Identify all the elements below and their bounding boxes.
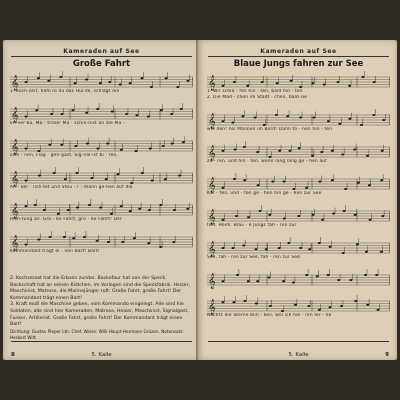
note-head [299, 247, 302, 249]
lyric-line: 1. Wir schla - fen hin - ten, bald hin - ten [207, 89, 303, 94]
note-head [71, 109, 74, 111]
note-head [135, 114, 138, 116]
note-head [60, 144, 63, 146]
note-head [135, 150, 138, 152]
note-head [381, 150, 384, 152]
note-head [327, 274, 330, 276]
note-head [382, 119, 385, 121]
music-staff [207, 272, 390, 289]
note-head [72, 237, 75, 239]
music-staff [207, 208, 390, 225]
note-head [320, 151, 323, 153]
treble-clef-icon: 𝄞 [208, 242, 216, 257]
running-head: Kameraden auf See [260, 48, 337, 55]
verse: 2. Kochsmaat hat die Erbsen zunder. Backefaur hat von der Speck. Backschaft hat an seinen Kistchen, im Vorlegen sind die Speckfabrik. Heizer, Maschinist, Matrose, die Marinejünger ruft: Große Fahrt, große Fahrt! Der Kommandant trägt einen Bart! [10, 276, 190, 301]
note-head [321, 219, 324, 221]
note-head [308, 248, 311, 250]
music-staff [207, 176, 390, 193]
note-head [243, 179, 246, 181]
treble-clef-icon: 𝄞 [11, 172, 19, 187]
signature-mark: 5. Kalle [288, 352, 309, 358]
note-head [305, 187, 308, 189]
note-head [338, 123, 341, 125]
note-head [349, 279, 352, 281]
note-head [151, 179, 154, 181]
note-head [261, 81, 264, 83]
note-head [48, 236, 51, 238]
lyric-line: Nachts die Sterne blin - ken, will ich hie - ren fer - ne [207, 313, 332, 318]
lyric-line: fort. Heim. Blau - e Jungs fah - ren zur [207, 223, 297, 228]
note-head [258, 210, 261, 212]
note-head [60, 113, 63, 115]
note-head [75, 172, 78, 174]
note-head [336, 81, 339, 83]
note-head [25, 81, 28, 83]
note-head [25, 179, 28, 181]
note-head [121, 241, 124, 243]
page-number: 8 [11, 352, 15, 358]
note-head [236, 274, 239, 276]
note-head [380, 251, 383, 253]
note-head [170, 113, 173, 115]
note-head [243, 146, 246, 148]
note-head [318, 180, 321, 182]
note-head [37, 150, 40, 152]
note-head [180, 108, 183, 110]
note-head [381, 215, 384, 217]
note-head [263, 124, 266, 126]
note-head [99, 82, 102, 84]
note-head [337, 279, 340, 281]
note-head [294, 304, 297, 306]
note-head [344, 188, 347, 190]
note-head [231, 121, 234, 123]
note-head [257, 184, 260, 186]
note-head [342, 252, 345, 254]
verse: 3. Kraft muß die Maschine geben, vom Kommando eingelegt. Alle sind hie Soldaten, alle sind hier Kameraden, Matrose, Heizer, Maschinist, Signalgast, Funker, Artillerist. Große Fahrt, große Fahrt! Der Kommandant trägt einen Bart! [10, 302, 189, 328]
note-head [275, 114, 278, 116]
note-head [38, 174, 41, 176]
note-head [186, 208, 189, 210]
note-head [222, 280, 225, 282]
note-head [25, 205, 28, 207]
note-head [247, 216, 250, 218]
note-head [48, 144, 51, 146]
note-head [159, 204, 162, 206]
note-head [366, 304, 369, 306]
note-head [271, 180, 274, 182]
note-head [182, 141, 185, 143]
note-head [96, 108, 99, 110]
note-head [53, 172, 56, 174]
note-head [232, 301, 235, 303]
lyric-line: Kommandant trägt ei - nen Bart! Bart! [10, 249, 100, 254]
lyric-line: 2. Die Mäd - chen im Städt - chen, bald sie [207, 95, 308, 100]
note-head [282, 180, 285, 182]
note-head [172, 241, 175, 243]
note-head [111, 110, 114, 112]
lyric-line: See, fah - ren zur See, fah - ren zur See. [207, 255, 302, 260]
note-head [235, 215, 238, 217]
note-head [331, 179, 334, 181]
treble-clef-icon: 𝄞 [11, 76, 19, 91]
note-head [35, 109, 38, 111]
note-head [328, 306, 331, 308]
note-head [83, 236, 86, 238]
note-head [25, 147, 28, 149]
lyric-line: Rich-tung an. Gro - ße Fahrt, gro - ße Fahrt! Der [10, 217, 122, 222]
note-head [278, 150, 281, 152]
note-head [356, 243, 359, 245]
note-head [176, 86, 179, 88]
header-rule [11, 56, 192, 57]
credit-line: Dichtung: Gustav Pieper Ltn. Chef. Weise: Willi Haupt-Hermann Grüzen. Notensatz: Herbert Witt. [10, 328, 184, 341]
note-head [369, 219, 372, 221]
note-head [242, 244, 245, 246]
note-head [162, 145, 165, 147]
note-head [116, 173, 119, 175]
music-staff [10, 74, 193, 91]
treble-clef-icon: 𝄞 [208, 178, 216, 193]
note-head [292, 188, 295, 190]
note-head [138, 208, 141, 210]
page-number: 9 [385, 352, 389, 358]
note-head [286, 115, 289, 117]
note-head [90, 177, 93, 179]
note-head [231, 247, 234, 249]
note-head [268, 156, 271, 158]
note-head [141, 77, 144, 79]
note-head [141, 172, 144, 174]
note-head [130, 182, 133, 184]
footer-rule [11, 341, 192, 342]
note-head [327, 120, 330, 122]
note-head [276, 82, 279, 84]
music-staff [207, 74, 390, 91]
note-head [99, 206, 102, 208]
music-staff [207, 112, 390, 129]
note-head [64, 178, 67, 180]
note-head [165, 77, 168, 79]
note-head [331, 150, 334, 152]
music-staff [10, 234, 193, 251]
note-head [380, 179, 383, 181]
note-head [171, 142, 174, 144]
note-head [76, 206, 79, 208]
note-head [149, 147, 152, 149]
footer-rule [208, 341, 389, 342]
note-head [377, 309, 380, 311]
note-head [85, 78, 88, 80]
note-head [290, 80, 293, 82]
header-rule [208, 56, 389, 57]
treble-clef-icon: 𝄞 [208, 210, 216, 225]
note-head [313, 116, 316, 118]
music-staff [10, 138, 193, 155]
note-head [348, 118, 351, 120]
note-head [50, 113, 53, 115]
treble-clef-icon: 𝄞 [11, 108, 19, 123]
note-head [85, 112, 88, 114]
note-head [247, 280, 250, 282]
song-title: Blaue Jungs fahren zur See [233, 59, 364, 69]
right-page [200, 40, 397, 360]
music-staff [207, 144, 390, 161]
running-head: Kameraden auf See [63, 48, 140, 55]
note-head [222, 85, 225, 87]
songbook-spread [3, 40, 397, 360]
note-head [267, 276, 270, 278]
note-head [86, 142, 89, 144]
note-head [119, 83, 122, 85]
note-head [318, 242, 321, 244]
note-head [299, 86, 302, 88]
note-head [147, 115, 150, 117]
note-head [120, 149, 123, 151]
note-head [96, 147, 99, 149]
note-head [105, 178, 108, 180]
note-head [332, 212, 335, 214]
left-page [3, 40, 200, 360]
music-staff [207, 298, 390, 315]
note-head [74, 82, 77, 84]
verse-text [10, 276, 193, 342]
note-head [282, 280, 285, 282]
note-head [107, 241, 110, 243]
note-head [287, 242, 290, 244]
note-head [74, 145, 77, 147]
note-head [25, 115, 28, 117]
note-head [129, 82, 132, 84]
note-head [164, 178, 167, 180]
note-head [329, 246, 332, 248]
note-head [292, 281, 295, 283]
note-head [305, 274, 308, 276]
note-head [307, 305, 310, 307]
treble-clef-icon: 𝄞 [208, 114, 216, 129]
note-head [340, 305, 343, 307]
note-head [311, 155, 314, 157]
note-head [233, 81, 236, 83]
note-head [222, 301, 225, 303]
note-head [234, 148, 237, 150]
note-head [299, 116, 302, 118]
note-head [366, 155, 369, 157]
lyric-line: 1. Koch-zeit, höhl ro du das Hui-ze, schlagt die [10, 89, 120, 94]
note-head [368, 184, 371, 186]
note-head [288, 150, 291, 152]
lyric-line: An - ker - lich-tet und Steu - r - mann ge-hen auf die [10, 185, 133, 190]
note-head [150, 86, 153, 88]
note-head [375, 274, 378, 276]
note-head [34, 204, 37, 206]
note-head [148, 209, 151, 211]
treble-clef-icon: 𝄞 [11, 140, 19, 155]
note-head [108, 81, 111, 83]
lyric-line: zu - ren, und hin - ten, wenn lang lang ge - hen auf [207, 159, 327, 164]
music-staff [207, 240, 390, 257]
music-staff [10, 106, 193, 123]
note-head [125, 113, 128, 115]
note-head [318, 309, 321, 311]
note-head [269, 305, 272, 307]
note-head [147, 242, 150, 244]
note-head [173, 209, 176, 211]
note-head [268, 214, 271, 216]
treble-clef-icon: 𝄞 [208, 300, 216, 315]
note-head [57, 213, 60, 215]
note-head [246, 85, 249, 87]
note-head [160, 109, 163, 111]
signature-mark: 5. Kalle [91, 352, 112, 358]
note-head [256, 280, 259, 282]
note-head [222, 187, 225, 189]
note-head [222, 219, 225, 221]
note-head [88, 204, 91, 206]
note-head [254, 116, 257, 118]
note-head [323, 83, 326, 85]
note-head [47, 80, 50, 82]
note-head [159, 246, 162, 248]
note-head [178, 174, 181, 176]
note-head [361, 76, 364, 78]
treble-clef-icon: 𝄞 [11, 236, 19, 251]
note-head [120, 205, 123, 207]
note-head [110, 213, 113, 215]
treble-clef-icon: 𝄞 [11, 204, 19, 219]
note-head [43, 209, 46, 211]
note-head [354, 300, 357, 302]
note-head [348, 85, 351, 87]
note-head [96, 240, 99, 242]
book-gutter [196, 40, 199, 360]
note-head [241, 115, 244, 117]
note-head [360, 124, 363, 126]
note-head [222, 150, 225, 152]
note-head [63, 236, 66, 238]
note-head [37, 238, 40, 240]
treble-clef-icon: 𝄞 [208, 76, 216, 91]
note-head [357, 182, 360, 184]
music-staff [10, 170, 193, 187]
note-head [297, 215, 300, 217]
note-head [186, 80, 189, 82]
note-head [222, 120, 225, 122]
lyric-line: schi - nen, Flag - gen-gast, Sig-nal-ist bi - ren, [10, 153, 118, 158]
note-head [281, 310, 284, 312]
note-head [233, 178, 236, 180]
note-head [341, 153, 344, 155]
note-head [373, 81, 376, 83]
note-head [37, 77, 40, 79]
treble-clef-icon: 𝄞 [208, 274, 216, 289]
note-head [222, 247, 225, 249]
lyric-line: wie den! Als Mannen im Bord! Dann tö - nen hin - ten [207, 127, 333, 132]
note-head [343, 210, 346, 212]
lyric-line: kri-ver-bu, Ma - trose! Ma - schin-nist an die Ma - [10, 121, 125, 126]
note-head [311, 82, 314, 84]
note-head [372, 114, 375, 116]
note-head [25, 243, 28, 245]
note-head [59, 76, 62, 78]
note-head [354, 214, 357, 216]
note-head [256, 151, 259, 153]
note-head [316, 275, 319, 277]
note-head [255, 302, 258, 304]
note-head [298, 147, 301, 149]
note-head [278, 247, 281, 249]
note-head [353, 148, 356, 150]
song-title: Große Fahrt [72, 59, 131, 69]
note-head [129, 210, 132, 212]
note-head [106, 142, 109, 144]
note-head [265, 248, 268, 250]
note-head [364, 274, 367, 276]
treble-clef-icon: 𝄞 [208, 146, 216, 161]
note-head [254, 248, 257, 250]
note-head [67, 209, 70, 211]
note-head [133, 237, 136, 239]
note-head [312, 214, 315, 216]
music-staff [10, 202, 193, 219]
note-head [365, 251, 368, 253]
note-head [243, 300, 246, 302]
lyric-line: Kar - ten, und - ten ge - hen hin ge - hen zur See [207, 191, 322, 196]
note-head [283, 217, 286, 219]
